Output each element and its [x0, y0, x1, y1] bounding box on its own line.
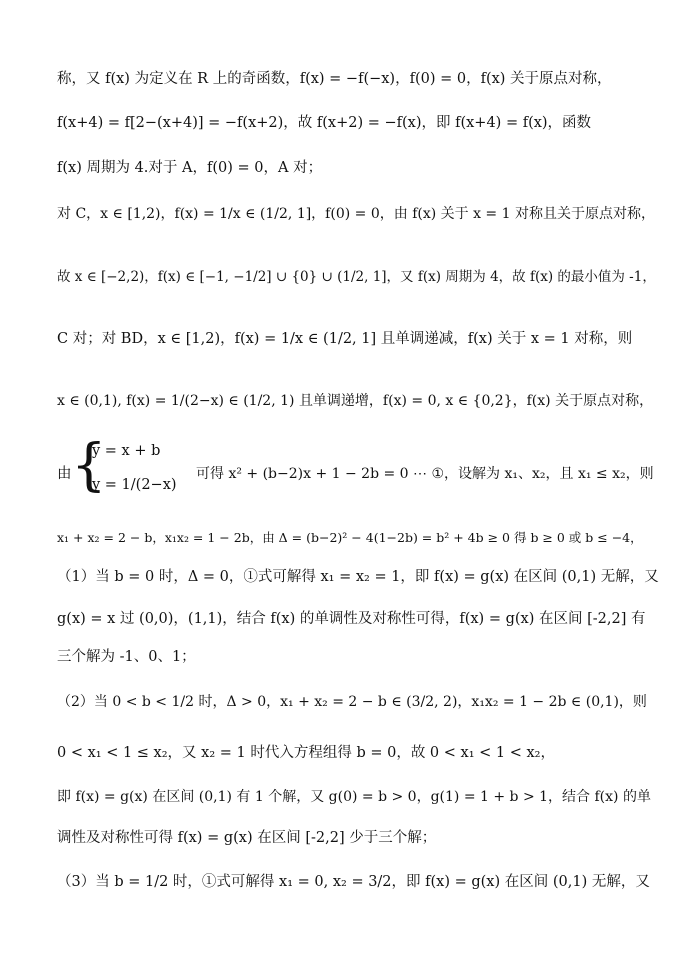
system-eq-2: y = 1/(2−x): [92, 477, 177, 493]
text-line-14: 0 < x₁ < 1 ≤ x₂，又 x₂ = 1 时代入方程组得 b = 0，故 0 < x₁ < 1 < x₂，: [57, 745, 555, 761]
text-line-9: x₁ + x₂ = 2 − b，x₁x₂ = 1 − 2b，由 Δ = (b−2)² − 4(1−2b) = b² + 4b ≥ 0 得 b ≥ 0 或 b ≤ −4，: [57, 530, 643, 545]
text-line-16: 调性及对称性可得 f(x) = g(x) 在区间 [-2,2] 少于三个解；: [57, 830, 437, 846]
text-line-5: 故 x ∈ [−2,2)，f(x) ∈ [−1, −1/2] ∪ {0} ∪ (1/2, 1]，又 f(x) 周期为 4，故 f(x) 的最小值为 -1，: [57, 269, 656, 285]
text-line-2: f(x+4) = f[2−(x+4)] = −f(x+2)，故 f(x+2) = −f(x)，即 f(x+4) = f(x)，函数: [57, 115, 592, 131]
text-line-10: （1）当 b = 0 时，Δ = 0，①式可解得 x₁ = x₂ = 1，即 f(x) = g(x) 在区间 (0,1) 无解，又: [57, 569, 659, 585]
text-line-3: f(x) 周期为 4.对于 A，f(0) = 0，A 对；: [57, 160, 323, 176]
text-line-1: 称，又 f(x) 为定义在 R 上的奇函数，f(x) = −f(−x)，f(0) = 0，f(x) 关于原点对称，: [57, 71, 612, 87]
text-line-15: 即 f(x) = g(x) 在区间 (0,1) 有 1 个解，又 g(0) = b > 0，g(1) = 1 + b > 1，结合 f(x) 的单: [57, 789, 651, 805]
text-line-12: 三个解为 -1、0、1；: [57, 649, 196, 665]
text-line-7: x ∈ (0,1), f(x) = 1/(2−x) ∈ (1/2, 1) 且单调递增，f(x) = 0, x ∈ {0,2}，f(x) 关于原点对称，: [57, 393, 654, 409]
text-line-17: （3）当 b = 1/2 时，①式可解得 x₁ = 0, x₂ = 3/2，即 f(x) = g(x) 在区间 (0,1) 无解，又: [57, 874, 650, 890]
text-line-8-prefix: 由: [57, 466, 72, 482]
text-line-8: 可得 x² + (b−2)x + 1 − 2b = 0 ⋯ ①，设解为 x₁、x₂，且 x₁ ≤ x₂，则: [196, 466, 654, 482]
text-line-11: g(x) = x 过 (0,0)，(1,1)，结合 f(x) 的单调性及对称性可得，f(x) = g(x) 在区间 [-2,2] 有: [57, 611, 646, 627]
cases-brace: {: [71, 433, 107, 498]
text-line-4: 对 C，x ∈ [1,2)，f(x) = 1/x ∈ (1/2, 1]，f(0) = 0，由 f(x) 关于 x = 1 对称且关于原点对称，: [57, 206, 655, 222]
text-line-6: C 对；对 BD，x ∈ [1,2)，f(x) = 1/x ∈ (1/2, 1] 且单调递减，f(x) 关于 x = 1 对称，则: [57, 331, 633, 347]
system-eq-1: y = x + b: [92, 443, 161, 459]
text-line-13: （2）当 0 < b < 1/2 时，Δ > 0，x₁ + x₂ = 2 − b ∈ (3/2, 2)，x₁x₂ = 1 − 2b ∈ (0,1)，则: [57, 694, 647, 710]
